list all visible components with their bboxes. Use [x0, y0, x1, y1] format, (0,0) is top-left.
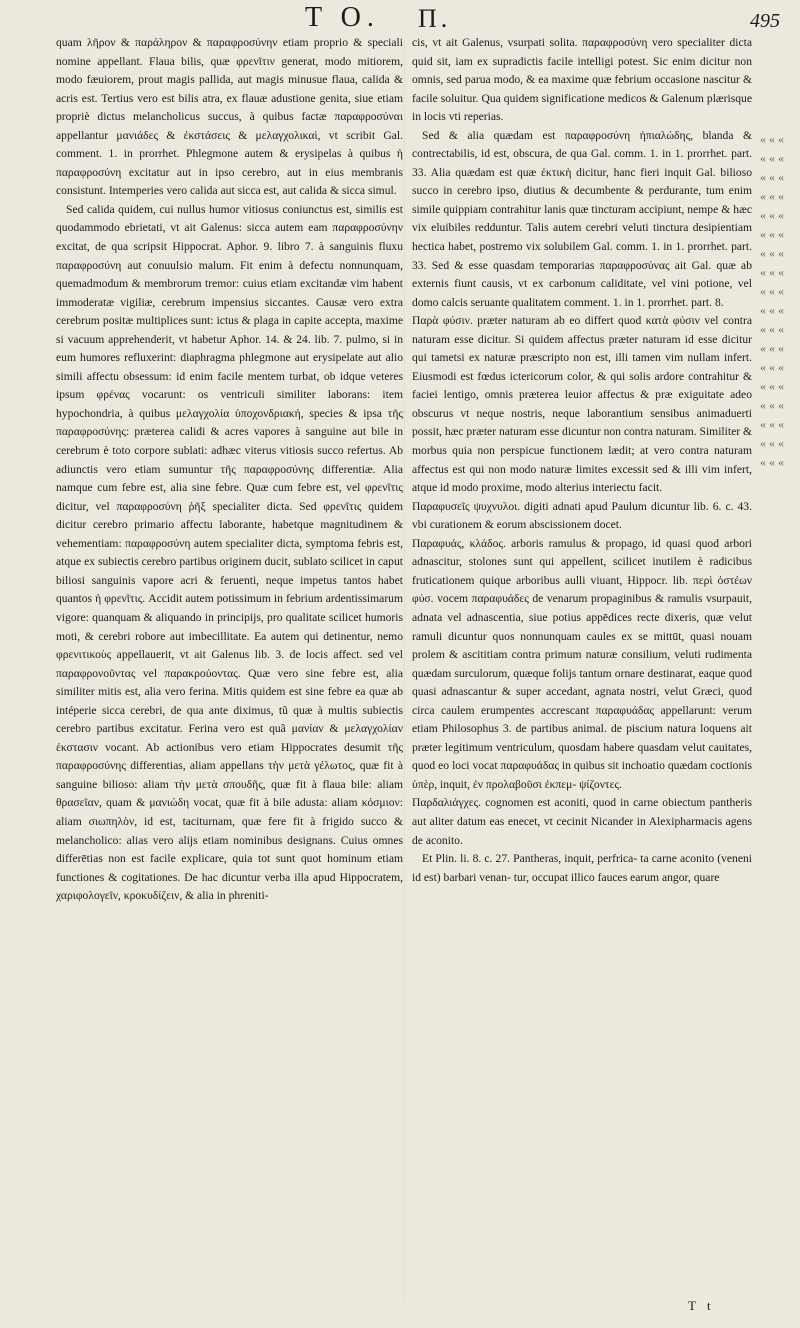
paragraph: Et Plin. li. 8. c. 27. Pantheras, inquit, perfrica- ta carne aconito (veneni id est) barbari venan- tur, occupat illico fauces earum angor, quare [412, 852, 752, 884]
running-head-left: T O. [305, 2, 380, 33]
entry-paragraph: Παρδαλιάγχες. cognomen est aconiti, quod in carne obiectum pantheris aut aliter datum eas enecet, vt cecinit Nicander in Alexipharmacis agens de aconito. [412, 796, 752, 847]
page-number: 495 [750, 10, 780, 32]
paragraph: Sed & alia quædam est παραφροσύνη ἡπιαλώδης, blanda & contrectabilis, id est, obscura, de qua Gal. comm. 1. in 1. prorrhet. part. 33. Alia quædam est quæ ἐκτικὴ dicitur, hanc fieri inquit Gal. bilioso succo in cerebro ipso, diutius & decumbente & perdurante, tum enim simile quippiam contrahitur lanis quæ tincturam accipiunt, nempe & hæc vix eluibiles redduntur. Talis autem cerebri veluti tinctura desipientiam hectica habet, postremo vix solubilem Gal. comm. 1. in 1. prorrhet. part. 33. Sed & esse quasdam temporarias παραφροσύνας ait Gal. quæ ab externis fiunt causis, vt ex carbonum caliditate, vel vini potione, vel domo calcis seruante qualitatem comment. 1. in 1. prorrhet. part. 8. [412, 128, 752, 309]
running-head-right: Π. [418, 4, 452, 33]
catchword: T t [688, 1298, 715, 1313]
left-column [56, 34, 403, 906]
entry-paragraph: Παρὰ φύσιν. præter naturam ab eo differt quod κατὰ φύσιν vel contra naturam esse dicitur. Si quidem affectus præter naturam id esse dicitur qui tametsi ex naturæ præscripto non est, illi tamen vim nullam infert. Eiusmodi est fœdus ictericorum color, & qui solis ardore contrahitur & faciei lentigo, omnis præterea leuior affectus & præ exiguitate adeo obscurus vt neque nostris, neque laborantium sensibus animaduerti possit, hæc præter naturam esse dicuntur non contra naturam. Similiter & morbus quia non perspicue functionem lædit; at vero contra naturam affectus est qui non modo naturæ limites excessit sed & illi vim infert, atque id modo proxime, modo alterius interiectu facit. [412, 314, 753, 495]
paragraph: Sed calida quidem, cui nullus humor vitiosus coniunctus est, similis est quodammodo ebrietati, vt ait Galenus: sicca autem eam παραφροσύνην excitat, de qua scripsit Hippocrat. Aphor. 9. libro 7. à sanguinis fluxu παραφροσύνη aut conuulsio malum. Fit enim à defectu nonnunquam, quemadmodum & membrorum tremor: cuius etiam excitandæ vim habent immoderatæ vigiliæ, cerebrum impensius siccantes. Causæ vero extra cerebrum positæ multiplices sunt: ictus & plaga in capite accepta, maxime si vacuum apprehenderit, vt habetur Aphor. 14. & 24. lib. 7. pulmo, si in eum humores refluxerint: diaphragma phlegmone aut erysipelate aut alio simili affectu obsessum: id enim facile mentem turbat, ob idque veteres ipsum φρένας vocarunt: os ventriculi similiter laborans: item hypochondria, à quibus μελαγχολία ὑποχονδριακή, species & ipsa τῆς παραφροσύνης: præterea calidi & acres vapores à sanguine aut bile in cerebrum è toto corpore sublati: adhæc viterus vitiosis succo refertus. Ab adiunctis vero etiam sumuntur τῆς παραφροσύνης differentiæ. Alia namque cum febre est, alia sine febre. Quæ cum febre est, vel φρενῖτις dicitur, vel παραφροσύνη ῥῆξ specialiter dicta. Sed φρενῖτις quidem dicitur cerebro primario affectu laborante, habetque magnitudinem & vehementiam: παραφροσύνη autem specialiter dicta, symptoma febris est, atque ex subiectis cerebro partibus originem ducit, sublato scilicet in caput biliosi sanguinis vapore acri & feruenti, neque impetus tantos habet quantos ἡ φρενῖτις. Accidit autem potissimum in febrium ardentissimarum vigore: quanquam & aliquando in principijs, pro qualitate scilicet humoris moti, & cerebri robore aut imbecillitate. Ea autem qui detinentur, nemo φρενιτικοὺς appellauerit, vt ait Galenus lib. 3. de locis affect. sed vel παραφρονοῦντας vel παρακρούοντας. Quæ vero sine febre est, alia similiter mitis est, alia vero ferina. Mitis quidem est sine febre ea quæ ab intéperie sicca cerebri, de qua ante diximus, tũ quæ à multis subiectis cerebro partibus excitatur. Ferina vero est quã μανίαν & μελαγχολίαν ἐκστασιν vocant. Ab actionibus vero etiam Hippocrates desumit τῆς παραφροσύνης differentias, aliam appellans τὴν μετὰ γέλωτος, quæ fit à sanguine bilioso: aliam τὴν μετὰ σπουδῆς, quæ fit à flaua bile: aliam θρασεῖαν, quam & μανιώδη vocat, quæ fit à bile adusta: aliam κόσμιον: aliam σιωπηλὸν, id est, taciturnam, quæ fere fit à frigido succo & melancholico: alias vero alijs etiam nominibus designans. Cuius omnes differētias non est facile explicare, quia tot sunt quot hominum etiam functiones & cogitationes. De hac dicuntur verba illa apud Hippocratem, χαριφολογεῖν, κροκυδίζειν, & alia in phreniti- [56, 202, 403, 903]
entry-paragraph: Παραφυσεῖς ψυχνυλοι. digiti adnati apud Paulum dicuntur lib. 6. c. 43. vbi curationem & eorum abscissionem docet. [412, 499, 752, 532]
paragraph: quam λῆρον & παράληρον & παραφροσύνην etiam proprio & speciali nomine appellant. Flaua bilis, quæ φρενῖτιν generat, modo mitiorem, modo fæuiorem, prout magis pallida, aut magis minusue flaua, calida & acris est. Tertius vero est bilis atra, ex flauæ adustione genita, siue etiam propriè dictus melancholicus succus, à quibus factæ παραφροσύναι appellantur μανιάδες & ἐκστάσεις & μελαγχολικαὶ, vt scribit Gal. comment. 1. in prorrhet. Phlegmone autem & erysipelas à quibus ἡ παραφροσύνη excitatur aut in ipso cerebro, aut in eius membranis consistunt. Intemperies vero calida aut sicca est, aut calida & sicca simul. [56, 36, 403, 198]
margin-quote-marks: « « « « « « « « « « « « « « « « « « « « « « « « « « « « « « « « « « « « « « « « « « « « « « « « « « « « « « [760, 132, 784, 469]
paragraph: cis, vt ait Galenus, vsurpati solita. παραφροσύνη vero specialiter dicta quid sit, iam ex supradictis facile intelligi potest. Sic enim dicitur non omnis, sed parua modo, & ea maxime quæ febrium occasione nascitur & facile soluitur. Qua quidem significatione medicos & Galenum plærisque in locis vti reperias. [412, 36, 752, 124]
right-column [412, 34, 752, 887]
gutter [404, 40, 405, 1300]
entry-paragraph: Παραφυάς, κλάδος. arboris ramulus & propago, id quasi quod arbori adnascitur, stolones sunt qui appellent, scilicet inutilem è radicibus fruticationem quique arboribus aulli viuant, Hippocr. lib. περὶ ὀστέων φύσ. vocem παραφυάδες de venarum propaginibus & ramulis vsurpauit, adnata vel adnascentia, siue potius appēdices recte dixeris, quæ velut ramuli dicuntur quos nonnunquam caules ex se mittūt, quasi nouam prolem & ascititiam contra primum naturæ consilium, veluti rudimenta quædam surculorum, quæque folijs tantum ornare destinarat, eaque quod quasi adnascantur & super accedant, agnata nostri, velut Græci, quod circa caulem erumpentes accrescant παραφυάδας appellarunt: verum etiam Philosophus 3. de partibus animal. de piscium natura loquens ait præter legitimum ventriculum, quosdam habere quasdam velut cauitates, quod eo loci vocat παραφυάδας in quibus sit inchoatio quædam coctionis ὑπὲρ, inquit, ἐν προλαβοῦσι ἐκπεμ- ψίζοντες. [412, 536, 752, 791]
running-head [0, 2, 800, 32]
